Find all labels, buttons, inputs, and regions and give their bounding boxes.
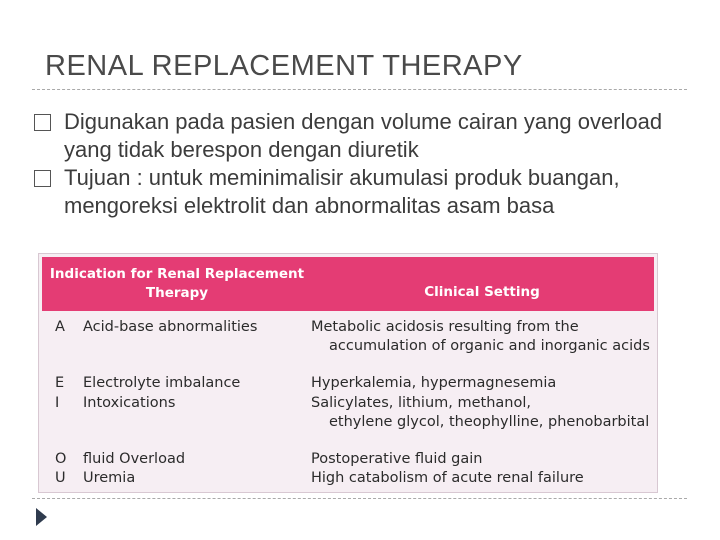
- title-divider: [32, 89, 687, 90]
- bullet-text: Tujuan : untuk meminimalisir akumulasi produk buangan, mengoreksi elektrolit dan abnormalitas asam basa: [64, 165, 620, 218]
- row-setting-text: Salicylates, lithium, methanol,: [311, 395, 531, 411]
- row-letter: O: [55, 451, 67, 467]
- row-setting: [311, 394, 656, 432]
- row-indication: Acid-base abnormalities: [83, 319, 258, 335]
- bullet-text: Digunakan pada pasien dengan volume cairan yang overload yang tidak berespon dengan diuretik: [64, 109, 663, 162]
- next-slide-arrow-icon[interactable]: [36, 508, 47, 526]
- row-letter: I: [55, 395, 60, 411]
- indication-table: [38, 253, 658, 493]
- table-header: [42, 257, 654, 311]
- row-setting: [311, 318, 656, 356]
- row-letter: U: [55, 470, 66, 486]
- row-setting: [311, 469, 656, 488]
- checkbox-bullet-icon: [34, 114, 51, 131]
- bullet-item: [34, 108, 674, 164]
- row-indication: Uremia: [83, 470, 136, 486]
- row-setting-cont: accumulation of organic and inorganic acids: [329, 338, 650, 354]
- row-setting: [311, 450, 656, 469]
- row-setting-cont: ethylene glycol, theophylline, phenobarbital: [329, 414, 650, 430]
- row-indication: fluid Overload: [83, 451, 186, 467]
- row-letter: E: [55, 375, 65, 391]
- checkbox-bullet-icon: [34, 170, 51, 187]
- bullet-item: [34, 164, 674, 220]
- bullet-list: [34, 108, 674, 250]
- slide-title: RENAL REPLACEMENT THERAPY: [45, 50, 523, 82]
- footer-divider: [32, 498, 687, 499]
- row-letter: A: [55, 319, 65, 335]
- header-clinical-setting: Clinical Setting: [424, 284, 540, 300]
- row-setting-text: High catabolism of acute renal failure: [311, 470, 584, 486]
- row-indication: Intoxications: [83, 395, 176, 411]
- row-indication: Electrolyte imbalance: [83, 375, 241, 391]
- row-setting-text: Hyperkalemia, hypermagnesemia: [311, 375, 557, 391]
- header-indication: Indication for Renal Replacement Therapy: [49, 266, 305, 301]
- row-setting-text: Metabolic acidosis resulting from the: [311, 319, 579, 335]
- row-setting: [311, 374, 656, 393]
- row-setting-text: Postoperative fluid gain: [311, 451, 483, 467]
